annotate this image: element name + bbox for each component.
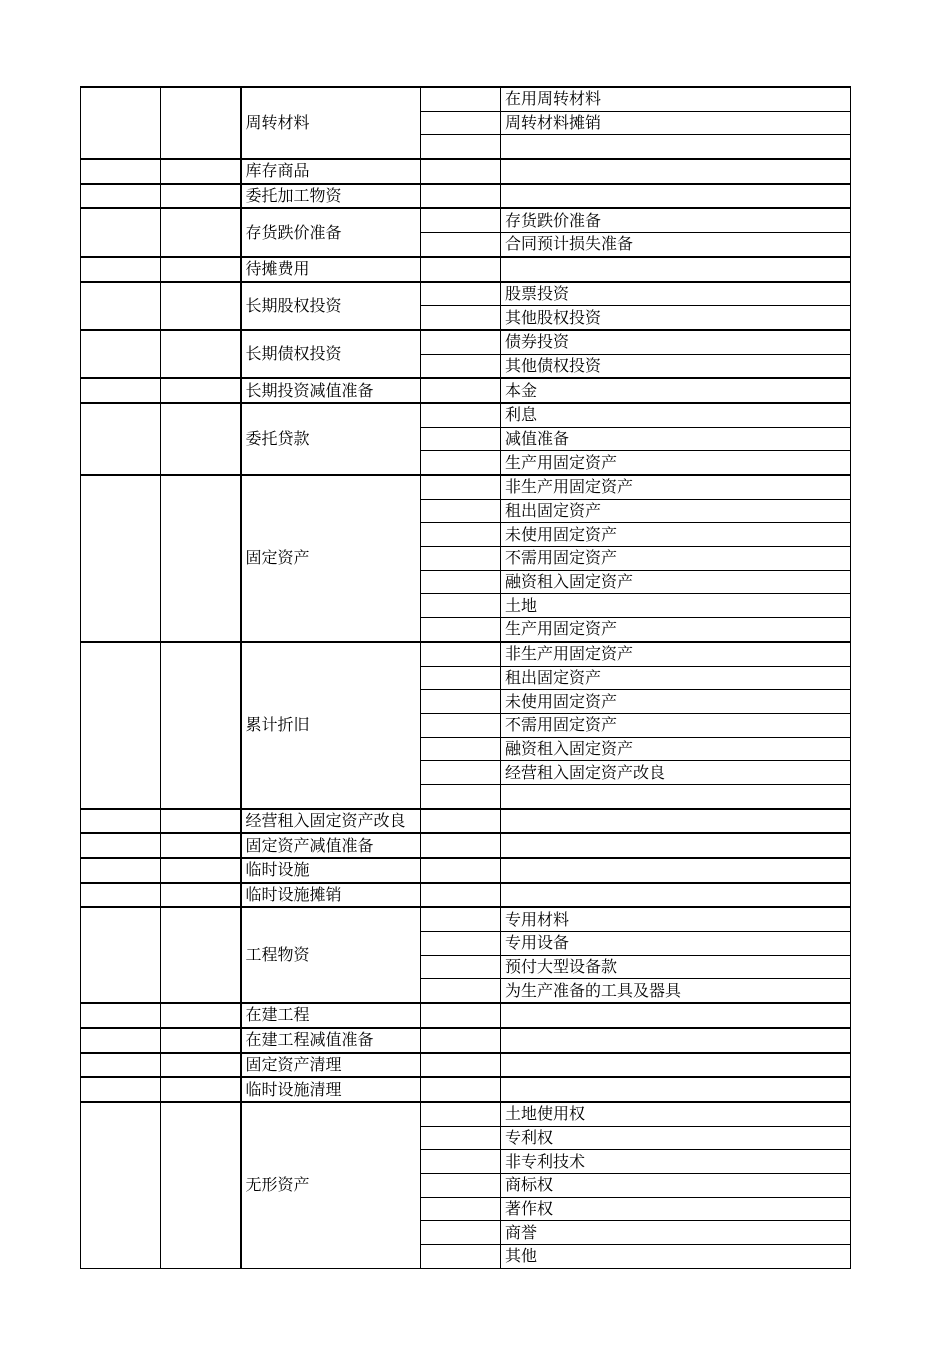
sub-code-cell[interactable] bbox=[421, 570, 501, 594]
code-cell[interactable] bbox=[81, 159, 161, 184]
category-cell[interactable] bbox=[161, 858, 241, 883]
account-name-cell[interactable]: 长期股权投资 bbox=[241, 282, 421, 330]
table-row bbox=[81, 809, 851, 834]
account-name-cell[interactable]: 在建工程 bbox=[241, 1003, 421, 1028]
code-cell[interactable] bbox=[81, 858, 161, 883]
sub-account-cell[interactable]: 周转材料摊销 bbox=[501, 111, 851, 135]
sub-account-cell[interactable]: 商标权 bbox=[501, 1173, 851, 1197]
table-row bbox=[81, 833, 851, 858]
sub-account-cell[interactable]: 融资租入固定资产 bbox=[501, 737, 851, 761]
sub-code-cell[interactable] bbox=[421, 1150, 501, 1174]
sub-code-cell[interactable] bbox=[421, 690, 501, 714]
sub-code-cell[interactable] bbox=[421, 1245, 501, 1269]
sub-code-cell[interactable] bbox=[421, 282, 501, 306]
category-cell[interactable] bbox=[161, 1003, 241, 1028]
sub-account-cell[interactable]: 融资租入固定资产 bbox=[501, 570, 851, 594]
account-name-cell[interactable]: 经营租入固定资产改良 bbox=[241, 809, 421, 834]
sub-code-cell[interactable] bbox=[421, 761, 501, 785]
sub-code-cell[interactable] bbox=[421, 475, 501, 499]
sub-account-cell[interactable]: 生产用固定资产 bbox=[501, 618, 851, 642]
code-cell[interactable] bbox=[81, 907, 161, 1003]
account-name-cell[interactable]: 临时设施清理 bbox=[241, 1077, 421, 1102]
sub-account-cell[interactable]: 其他股权投资 bbox=[501, 306, 851, 330]
sub-code-cell[interactable] bbox=[421, 354, 501, 378]
sub-code-cell[interactable] bbox=[421, 208, 501, 232]
sub-code-cell[interactable] bbox=[421, 594, 501, 618]
sub-code-cell[interactable] bbox=[421, 1053, 501, 1078]
sub-code-cell[interactable] bbox=[421, 427, 501, 451]
code-cell[interactable] bbox=[81, 1053, 161, 1078]
category-cell[interactable] bbox=[161, 1028, 241, 1053]
category-cell[interactable] bbox=[161, 809, 241, 834]
sub-account-cell[interactable]: 专用材料 bbox=[501, 907, 851, 931]
account-name-cell[interactable]: 周转材料 bbox=[241, 87, 421, 159]
sub-code-cell[interactable] bbox=[421, 547, 501, 571]
sub-account-cell[interactable]: 租出固定资产 bbox=[501, 666, 851, 690]
code-cell[interactable] bbox=[81, 378, 161, 403]
table-row bbox=[81, 642, 851, 666]
sub-account-cell[interactable]: 土地 bbox=[501, 594, 851, 618]
code-cell[interactable] bbox=[81, 475, 161, 642]
sub-account-cell[interactable] bbox=[501, 1028, 851, 1053]
table-row bbox=[81, 858, 851, 883]
sub-code-cell[interactable] bbox=[421, 642, 501, 666]
table-row bbox=[81, 159, 851, 184]
account-name-cell[interactable]: 在建工程减值准备 bbox=[241, 1028, 421, 1053]
account-name-cell[interactable]: 长期投资减值准备 bbox=[241, 378, 421, 403]
code-cell[interactable] bbox=[81, 642, 161, 809]
sub-account-cell[interactable]: 专用设备 bbox=[501, 932, 851, 956]
sub-code-cell[interactable] bbox=[421, 713, 501, 737]
account-name-cell[interactable]: 固定资产清理 bbox=[241, 1053, 421, 1078]
account-table bbox=[80, 86, 851, 1269]
account-name-cell[interactable]: 委托加工物资 bbox=[241, 184, 421, 209]
category-cell[interactable] bbox=[161, 184, 241, 209]
category-cell[interactable] bbox=[161, 475, 241, 642]
account-name-cell[interactable]: 委托贷款 bbox=[241, 403, 421, 475]
code-cell[interactable] bbox=[81, 257, 161, 282]
sub-account-cell[interactable] bbox=[501, 135, 851, 159]
sub-account-cell[interactable]: 非专利技术 bbox=[501, 1150, 851, 1174]
category-cell[interactable] bbox=[161, 1053, 241, 1078]
sub-account-cell[interactable]: 未使用固定资产 bbox=[501, 523, 851, 547]
sub-code-cell[interactable] bbox=[421, 1197, 501, 1221]
table-row bbox=[81, 475, 851, 499]
category-cell[interactable] bbox=[161, 159, 241, 184]
sub-code-cell[interactable] bbox=[421, 111, 501, 135]
sub-code-cell[interactable] bbox=[421, 618, 501, 642]
account-name-cell[interactable]: 库存商品 bbox=[241, 159, 421, 184]
category-cell[interactable] bbox=[161, 257, 241, 282]
sub-account-cell[interactable]: 土地使用权 bbox=[501, 1102, 851, 1126]
sub-code-cell[interactable] bbox=[421, 784, 501, 808]
sub-account-cell[interactable] bbox=[501, 184, 851, 209]
sub-code-cell[interactable] bbox=[421, 737, 501, 761]
sub-account-cell[interactable]: 其他 bbox=[501, 1245, 851, 1269]
code-cell[interactable] bbox=[81, 330, 161, 378]
sub-account-cell[interactable]: 经营租入固定资产改良 bbox=[501, 761, 851, 785]
sub-account-cell[interactable]: 专利权 bbox=[501, 1126, 851, 1150]
table-row bbox=[81, 403, 851, 427]
account-name-cell[interactable]: 存货跌价准备 bbox=[241, 208, 421, 256]
category-cell[interactable] bbox=[161, 1102, 241, 1268]
sub-account-cell[interactable]: 债券投资 bbox=[501, 330, 851, 354]
sub-code-cell[interactable] bbox=[421, 809, 501, 834]
sub-account-cell[interactable] bbox=[501, 809, 851, 834]
sub-code-cell[interactable] bbox=[421, 135, 501, 159]
table-row bbox=[81, 883, 851, 908]
sub-account-cell[interactable]: 在用周转材料 bbox=[501, 87, 851, 111]
category-cell[interactable] bbox=[161, 883, 241, 908]
sub-account-cell[interactable]: 未使用固定资产 bbox=[501, 690, 851, 714]
code-cell[interactable] bbox=[81, 403, 161, 475]
sub-account-cell[interactable]: 本金 bbox=[501, 378, 851, 403]
code-cell[interactable] bbox=[81, 208, 161, 256]
sub-account-cell[interactable]: 非生产用固定资产 bbox=[501, 642, 851, 666]
category-cell[interactable] bbox=[161, 378, 241, 403]
sub-code-cell[interactable] bbox=[421, 1173, 501, 1197]
sub-account-cell[interactable] bbox=[501, 784, 851, 808]
table-row bbox=[81, 1102, 851, 1126]
sub-account-cell[interactable]: 预付大型设备款 bbox=[501, 955, 851, 979]
category-cell[interactable] bbox=[161, 282, 241, 330]
category-cell[interactable] bbox=[161, 403, 241, 475]
table-row bbox=[81, 87, 851, 111]
account-name-cell[interactable]: 临时设施摊销 bbox=[241, 883, 421, 908]
sub-code-cell[interactable] bbox=[421, 159, 501, 184]
table-row bbox=[81, 1053, 851, 1078]
code-cell[interactable] bbox=[81, 1102, 161, 1268]
sub-code-cell[interactable] bbox=[421, 87, 501, 111]
sub-code-cell[interactable] bbox=[421, 184, 501, 209]
table-row bbox=[81, 208, 851, 232]
table-row bbox=[81, 1003, 851, 1028]
account-table-body bbox=[81, 87, 851, 1268]
sub-account-cell[interactable]: 非生产用固定资产 bbox=[501, 475, 851, 499]
code-cell[interactable] bbox=[81, 833, 161, 858]
sub-account-cell[interactable]: 为生产准备的工具及器具 bbox=[501, 979, 851, 1003]
sub-code-cell[interactable] bbox=[421, 233, 501, 257]
sub-account-cell[interactable] bbox=[501, 1053, 851, 1078]
sub-code-cell[interactable] bbox=[421, 883, 501, 908]
sub-code-cell[interactable] bbox=[421, 907, 501, 931]
sub-account-cell[interactable] bbox=[501, 1003, 851, 1028]
sub-code-cell[interactable] bbox=[421, 330, 501, 354]
account-name-cell[interactable]: 临时设施 bbox=[241, 858, 421, 883]
table-row bbox=[81, 1077, 851, 1102]
sub-account-cell[interactable]: 其他债权投资 bbox=[501, 354, 851, 378]
sub-code-cell[interactable] bbox=[421, 499, 501, 523]
sub-account-cell[interactable]: 不需用固定资产 bbox=[501, 713, 851, 737]
code-cell[interactable] bbox=[81, 1028, 161, 1053]
account-name-cell[interactable]: 固定资产减值准备 bbox=[241, 833, 421, 858]
sub-account-cell[interactable]: 不需用固定资产 bbox=[501, 547, 851, 571]
sub-account-cell[interactable]: 利息 bbox=[501, 403, 851, 427]
account-name-cell[interactable]: 工程物资 bbox=[241, 907, 421, 1003]
category-cell[interactable] bbox=[161, 87, 241, 159]
sub-code-cell[interactable] bbox=[421, 1102, 501, 1126]
code-cell[interactable] bbox=[81, 1003, 161, 1028]
sub-code-cell[interactable] bbox=[421, 451, 501, 475]
sub-code-cell[interactable] bbox=[421, 932, 501, 956]
table-row bbox=[81, 1028, 851, 1053]
table-row bbox=[81, 378, 851, 403]
category-cell[interactable] bbox=[161, 907, 241, 1003]
sub-code-cell[interactable] bbox=[421, 979, 501, 1003]
table-row bbox=[81, 907, 851, 931]
category-cell[interactable] bbox=[161, 330, 241, 378]
account-name-cell[interactable]: 固定资产 bbox=[241, 475, 421, 642]
code-cell[interactable] bbox=[81, 184, 161, 209]
sub-account-cell[interactable]: 租出固定资产 bbox=[501, 499, 851, 523]
category-cell[interactable] bbox=[161, 1077, 241, 1102]
sub-account-cell[interactable]: 商誉 bbox=[501, 1221, 851, 1245]
sub-code-cell[interactable] bbox=[421, 257, 501, 282]
sub-code-cell[interactable] bbox=[421, 403, 501, 427]
code-cell[interactable] bbox=[81, 282, 161, 330]
sub-account-cell[interactable]: 股票投资 bbox=[501, 282, 851, 306]
category-cell[interactable] bbox=[161, 833, 241, 858]
sub-code-cell[interactable] bbox=[421, 1221, 501, 1245]
sub-account-cell[interactable] bbox=[501, 833, 851, 858]
sub-account-cell[interactable] bbox=[501, 858, 851, 883]
category-cell[interactable] bbox=[161, 208, 241, 256]
sub-code-cell[interactable] bbox=[421, 833, 501, 858]
sub-code-cell[interactable] bbox=[421, 1126, 501, 1150]
category-cell[interactable] bbox=[161, 642, 241, 809]
sub-code-cell[interactable] bbox=[421, 378, 501, 403]
sub-account-cell[interactable] bbox=[501, 159, 851, 184]
sub-code-cell[interactable] bbox=[421, 1077, 501, 1102]
table-row bbox=[81, 282, 851, 306]
sub-account-cell[interactable]: 生产用固定资产 bbox=[501, 451, 851, 475]
account-name-cell[interactable]: 累计折旧 bbox=[241, 642, 421, 809]
sub-code-cell[interactable] bbox=[421, 666, 501, 690]
table-row bbox=[81, 330, 851, 354]
sub-account-cell[interactable]: 存货跌价准备 bbox=[501, 208, 851, 232]
sub-account-cell[interactable] bbox=[501, 257, 851, 282]
code-cell[interactable] bbox=[81, 883, 161, 908]
sub-code-cell[interactable] bbox=[421, 306, 501, 330]
sub-account-cell[interactable]: 著作权 bbox=[501, 1197, 851, 1221]
account-name-cell[interactable]: 长期债权投资 bbox=[241, 330, 421, 378]
sub-code-cell[interactable] bbox=[421, 955, 501, 979]
account-name-cell[interactable]: 无形资产 bbox=[241, 1102, 421, 1268]
table-row bbox=[81, 257, 851, 282]
sub-account-cell[interactable]: 减值准备 bbox=[501, 427, 851, 451]
sub-account-cell[interactable]: 合同预计损失准备 bbox=[501, 233, 851, 257]
code-cell[interactable] bbox=[81, 87, 161, 159]
sub-code-cell[interactable] bbox=[421, 1028, 501, 1053]
table-row bbox=[81, 184, 851, 209]
sub-account-cell[interactable] bbox=[501, 1077, 851, 1102]
sub-code-cell[interactable] bbox=[421, 523, 501, 547]
sub-code-cell[interactable] bbox=[421, 1003, 501, 1028]
sub-code-cell[interactable] bbox=[421, 858, 501, 883]
code-cell[interactable] bbox=[81, 1077, 161, 1102]
code-cell[interactable] bbox=[81, 809, 161, 834]
account-name-cell[interactable]: 待摊费用 bbox=[241, 257, 421, 282]
sub-account-cell[interactable] bbox=[501, 883, 851, 908]
